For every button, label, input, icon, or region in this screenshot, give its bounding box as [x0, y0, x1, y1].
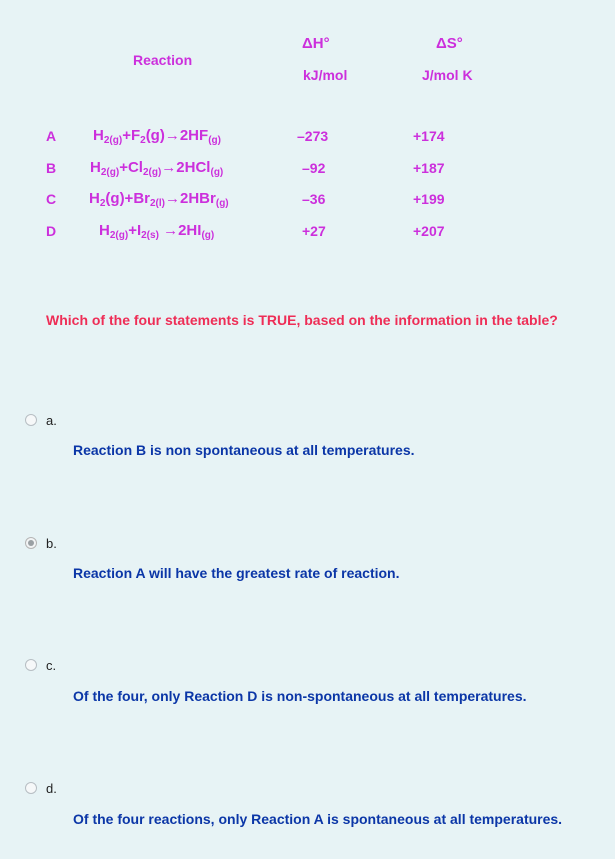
- delta-s-b: +187: [413, 160, 445, 176]
- delta-h-unit: kJ/mol: [303, 67, 348, 83]
- reaction-c: $H_2(g)+Br_{2(l)}\to 2HBr_{(g)}$: [89, 190, 229, 209]
- option-d-text[interactable]: Of the four reactions, only Reaction A is spontaneous at all temperatures.: [73, 811, 563, 827]
- delta-h-header: ΔH°: [302, 35, 330, 52]
- delta-h-c: –36: [302, 191, 326, 207]
- row-label-b: B: [46, 160, 57, 176]
- delta-s-c: +199: [413, 191, 445, 207]
- option-b-radio[interactable]: [25, 537, 37, 549]
- question-text: Which of the four statements is TRUE, based on the information in the table?: [46, 312, 558, 328]
- reaction-a: $H_{2(g)}+F_2(g)\to 2HF_{(g)}$: [93, 127, 221, 146]
- delta-h-a: –273: [297, 128, 329, 144]
- delta-s-d: +207: [413, 223, 445, 239]
- option-c-radio[interactable]: [25, 659, 37, 671]
- delta-s-header: ΔS°: [436, 35, 463, 52]
- option-c-text[interactable]: Of the four, only Reaction D is non-spontaneous at all temperatures.: [73, 688, 527, 704]
- row-label-c: C: [46, 191, 57, 207]
- option-a-letter[interactable]: a.: [46, 413, 57, 428]
- reaction-d: $H_{2(g)}+I_{2(s)} \to 2HI_{(g)}$: [99, 222, 215, 241]
- option-d-radio[interactable]: [25, 782, 37, 794]
- row-label-d: D: [46, 223, 57, 239]
- delta-s-unit: J/mol K: [422, 67, 473, 83]
- option-a-text[interactable]: Reaction B is non spontaneous at all temperatures.: [73, 442, 415, 458]
- reaction-header: Reaction: [133, 52, 193, 68]
- option-b-letter[interactable]: b.: [46, 536, 57, 551]
- delta-h-d: +27: [302, 223, 326, 239]
- option-b-text[interactable]: Reaction A will have the greatest rate of reaction.: [73, 565, 400, 581]
- row-label-a: A: [46, 128, 57, 144]
- delta-h-b: –92: [302, 160, 326, 176]
- delta-s-a: +174: [413, 128, 445, 144]
- reaction-b: $H_{2(g)}+Cl_{2(g)}\to 2HCl_{(g)}$: [90, 159, 224, 178]
- option-d-letter[interactable]: d.: [46, 781, 57, 796]
- option-a-radio[interactable]: [25, 414, 37, 426]
- option-c-letter[interactable]: c.: [46, 658, 57, 673]
